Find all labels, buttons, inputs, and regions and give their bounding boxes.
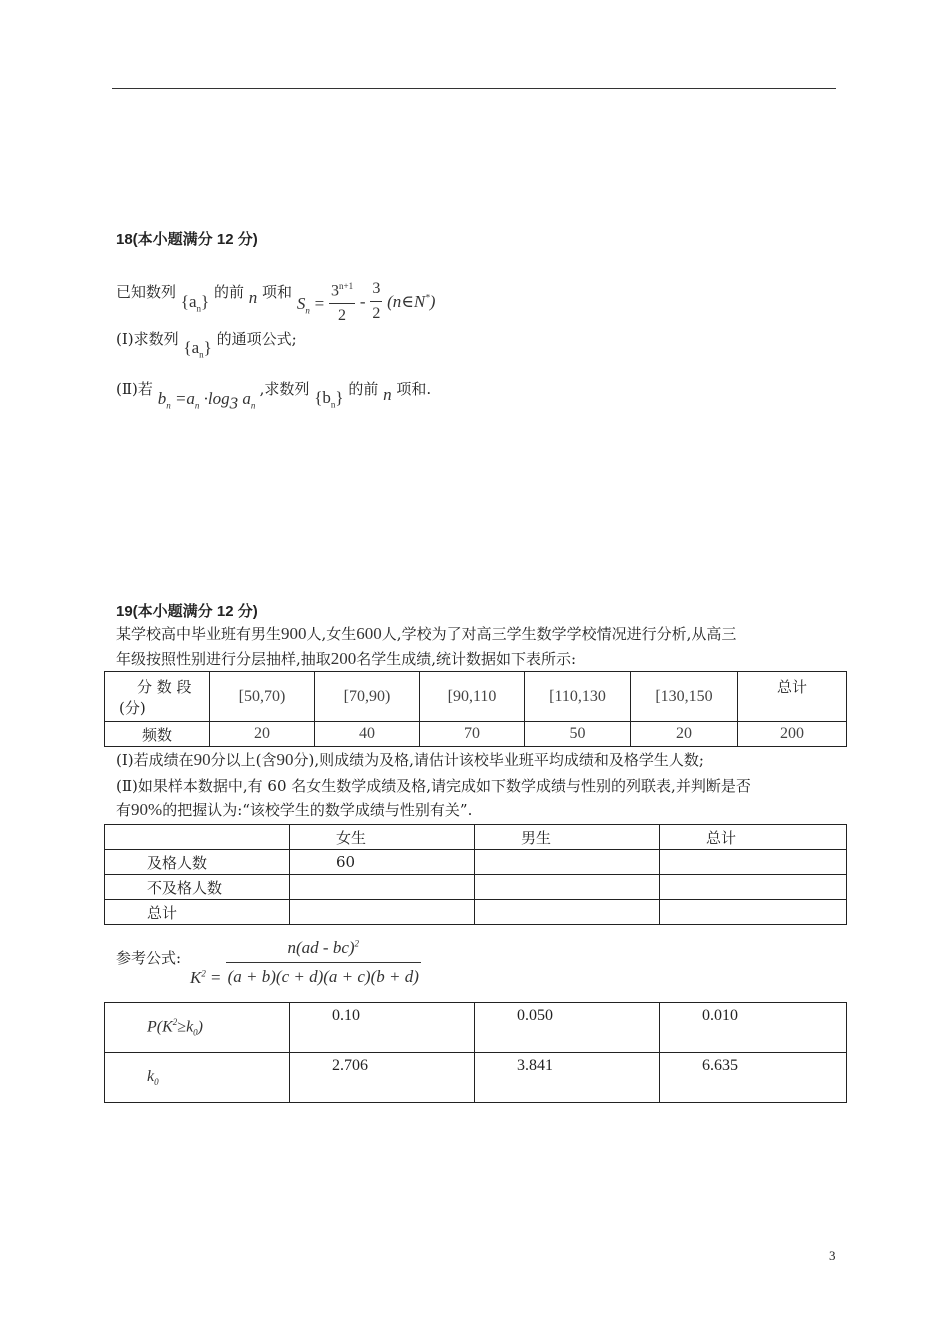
p-value-cell: 0.050	[475, 1003, 660, 1053]
q18-part2-formula: $b_n =a_n \cdot\log_3$ $a_n$	[157, 389, 256, 413]
table2-cell: 60	[290, 850, 475, 875]
range-cell: [130,150	[631, 672, 738, 722]
q18-part2-seq: $\{b_n\}$	[314, 388, 344, 410]
p-label: $P(K^2\ge k_0)$	[105, 1003, 290, 1053]
range-cell: [50,70)	[210, 672, 315, 722]
table2-cell	[290, 875, 475, 900]
p-value-cell: 0.10	[290, 1003, 475, 1053]
q18-intro: 已知数列 $\{a_n\}$ 的前 n 项和 $S_n$ = $\frac{3^{n+1}}{2}$ - $\frac{3}{2}$ (n∈N*)	[116, 266, 435, 320]
table1-freq-row	[105, 722, 847, 747]
table2-cell	[660, 875, 847, 900]
q19-heading: 19(本小题满分 12 分)	[116, 603, 258, 620]
table1-total-label: 总计	[738, 672, 847, 722]
table2-cell	[475, 850, 660, 875]
q18-heading: 18(本小题满分 12 分)	[116, 231, 258, 248]
k-value-cell: 3.841	[475, 1053, 660, 1103]
contingency-table	[104, 824, 847, 925]
q18-intro-mid2: 项和	[262, 283, 293, 302]
table2-header-cell	[105, 825, 290, 850]
page-number: 3	[829, 1248, 836, 1263]
q19-line2: 年级按照性别进行分层抽样,抽取200名学生成绩,统计数据如下表所示:	[116, 649, 577, 668]
q18-part1-seq: $\{a_n\}$	[183, 338, 212, 360]
table2-row-label: 不及格人数	[105, 875, 290, 900]
table2-header-cell: 女生	[290, 825, 475, 850]
k-label: $k_0$	[105, 1053, 290, 1103]
q18-seq-a: $\{a_n\}$	[180, 292, 210, 314]
freq-cell: 50	[525, 722, 631, 747]
q19-part2-line1: (Ⅱ)如果样本数据中,有 60 名女生数学成绩及格,请完成如下数学成绩与性别的列联表,并判断是否	[116, 777, 751, 795]
q18-sum: $S_n$	[296, 294, 310, 316]
table2-cell	[660, 900, 847, 925]
q18-frac2: $\frac{3}{2}$	[370, 277, 382, 326]
p-value-cell: 0.010	[660, 1003, 847, 1053]
q19-part2-line2: 有90%的把握认为:“该校学生的数学成绩与性别有关”.	[116, 800, 473, 819]
k2-formula: $K^2$ = $\frac{n(ad - bc)^2}{(a + b)(c + d)(a + c)(b + d)}$	[190, 938, 419, 987]
q18-part2: (Ⅱ)若 $b_n =a_n \cdot\log_3$ $a_n$ ,求数列 $\{b_n\}$ 的前 n 项和.	[116, 380, 432, 413]
q18-frac1: $\frac{3^{n+1}}{2}$	[329, 274, 355, 328]
table2-header-cell: 男生	[475, 825, 660, 850]
q19-line1: 某学校高中毕业班有男生900人,女生600人,学校为了对高三学生数学学校情况进行分析,从高三	[116, 624, 737, 643]
table2-row-label: 总计	[105, 900, 290, 925]
table3-p-row	[105, 1003, 847, 1053]
table1-header-label: 分 数 段 (分)	[105, 672, 210, 722]
k-value-cell: 6.635	[660, 1053, 847, 1103]
range-cell: [110,130	[525, 672, 631, 722]
freq-cell: 40	[315, 722, 420, 747]
table2-header-cell: 总计	[660, 825, 847, 850]
q19-part1: (Ⅰ)若成绩在90分以上(含90分),则成绩为及格,请估计该校毕业班平均成绩和及格学生人数;	[116, 750, 704, 769]
table2-cell	[475, 875, 660, 900]
table1-header-row	[105, 672, 847, 722]
critical-value-table	[104, 1002, 847, 1103]
k2-fraction: $\frac{n(ad - bc)^2}{(a + b)(c + d)(a + c)(b + d)}$	[227, 938, 419, 986]
table2-cell	[475, 900, 660, 925]
score-frequency-table	[104, 671, 847, 747]
freq-label: 频数	[105, 722, 210, 747]
freq-cell: 20	[631, 722, 738, 747]
table3-k-row	[105, 1053, 847, 1103]
table2-row	[105, 875, 847, 900]
reference-formula-label: 参考公式:	[116, 949, 182, 967]
q18-part1: (Ⅰ)求数列 $\{a_n\}$ 的通项公式;	[116, 330, 297, 360]
freq-cell: 20	[210, 722, 315, 747]
table2-row-label: 及格人数	[105, 850, 290, 875]
range-cell: [90,110	[420, 672, 525, 722]
header-rule	[112, 88, 836, 89]
range-cell: [70,90)	[315, 672, 420, 722]
table2-header-row	[105, 825, 847, 850]
freq-cell: 70	[420, 722, 525, 747]
table2-cell	[290, 900, 475, 925]
freq-total: 200	[738, 722, 847, 747]
table2-row	[105, 850, 847, 875]
table2-row	[105, 900, 847, 925]
table2-cell	[660, 850, 847, 875]
q18-intro-prefix: 已知数列	[116, 283, 177, 302]
k-value-cell: 2.706	[290, 1053, 475, 1103]
q18-condition: (n∈N*)	[387, 292, 436, 312]
q18-intro-mid: 的前	[213, 283, 244, 302]
q18-n: n	[248, 288, 258, 308]
